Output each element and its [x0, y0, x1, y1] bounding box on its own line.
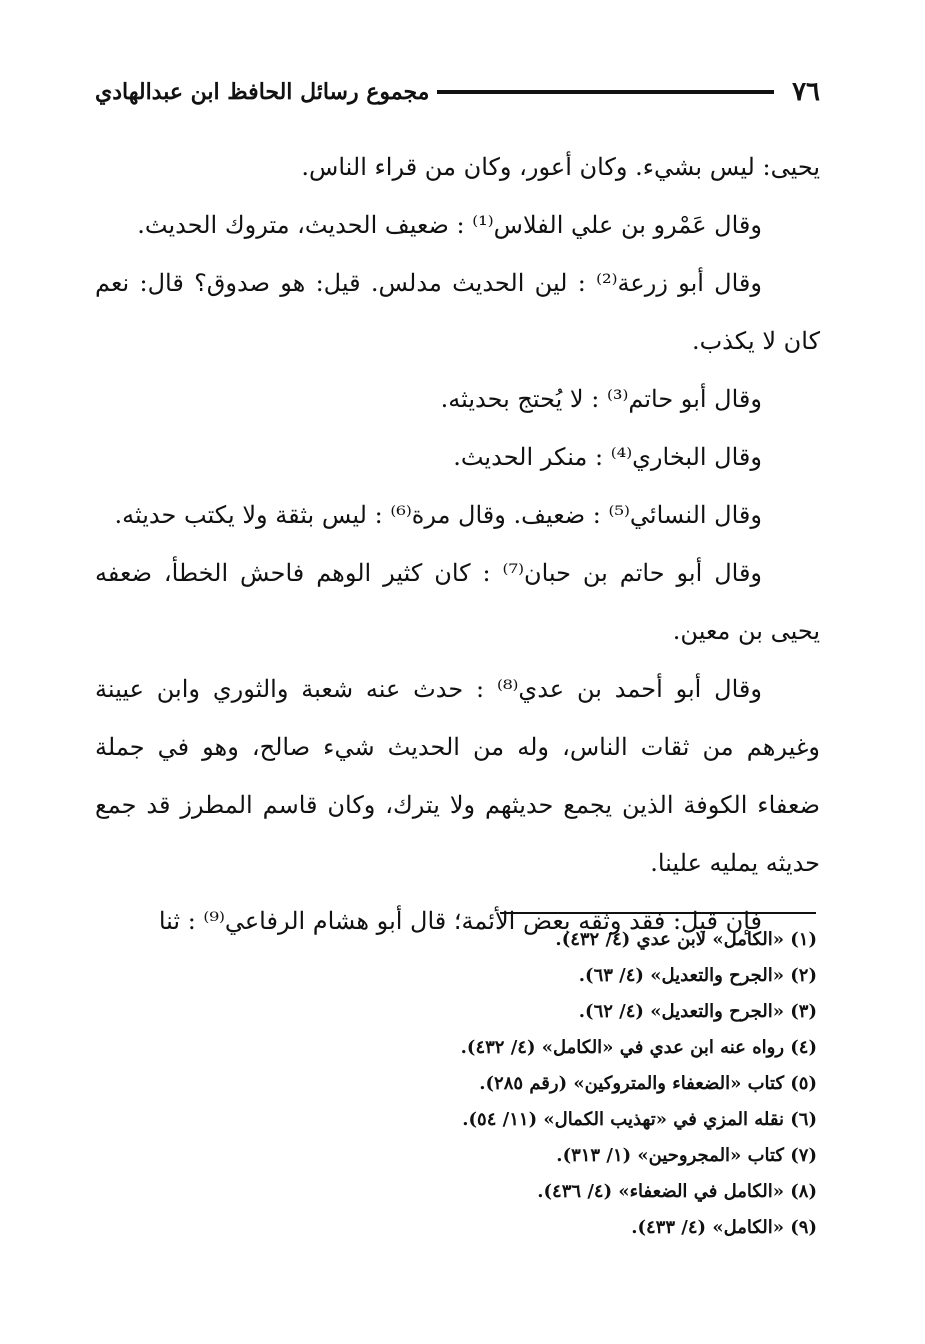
paragraph: فإن قيل: فقد وثقه بعض الأئمة؛ قال أبو هشام الرفاعي⁽⁹⁾ : ثنا	[158, 907, 762, 935]
footnotes	[95, 922, 817, 1246]
footnote: (٧) كتاب «المجروحين» (١/ ٣١٣).	[556, 1145, 817, 1166]
running-title: مجموع رسائل الحافظ ابن عبدالهادي	[95, 79, 430, 105]
page-header	[95, 72, 820, 112]
footnote-separator	[500, 912, 816, 914]
footnote: (٨) «الكامل في الضعفاء» (٤/ ٤٣٦).	[537, 1181, 817, 1202]
paragraph: وقال أبو حاتم⁽³⁾ : لا يُحتج بحديثه.	[440, 385, 762, 413]
paragraph: وقال النسائي⁽⁵⁾ : ضعيف. وقال مرة⁽⁶⁾ : ليس بثقة ولا يكتب حديثه.	[114, 501, 762, 529]
paragraph: وقال عَمْرو بن علي الفلاس⁽¹⁾ : ضعيف الحديث، متروك الحديث.	[137, 211, 762, 239]
page-number: ٧٦	[792, 77, 820, 107]
header-rule	[437, 90, 774, 94]
footnote: (١) «الكامل» لابن عدي (٤/ ٤٣٢).	[555, 929, 817, 950]
body-text	[95, 138, 820, 950]
paragraph: يحيى: ليس بشيء. وكان أعور، وكان من قراء الناس.	[301, 153, 820, 181]
footnote: (٩) «الكامل» (٤/ ٤٣٣).	[631, 1217, 817, 1238]
paragraph: وقال أبو حاتم بن حبان⁽⁷⁾ : كان كثير الوهم فاحش الخطأ، ضعفه يحيى بن معين.	[95, 559, 820, 645]
paragraph: وقال أبو أحمد بن عدي⁽⁸⁾ : حدث عنه شعبة والثوري وابن عيينة وغيرهم من ثقات الناس، وله من الحديث شيء صالح، وهو في جملة ضعفاء الكوفة الذين يجمع حديثهم ولا يترك، وكان قاسم المطرز قد جمع حديثه يمليه علينا.	[95, 675, 820, 877]
paragraph: وقال البخاري⁽⁴⁾ : منكر الحديث.	[453, 443, 762, 471]
paragraph: وقال أبو زرعة⁽²⁾ : لين الحديث مدلس. قيل: هو صدوق؟ قال: نعم كان لا يكذب.	[95, 269, 820, 355]
footnote: (٤) رواه عنه ابن عدي في «الكامل» (٤/ ٤٣٢).	[460, 1037, 817, 1058]
footnote: (٦) نقله المزي في «تهذيب الكمال» (١١/ ٥٤).	[462, 1109, 817, 1130]
footnote: (٣) «الجرح والتعديل» (٤/ ٦٢).	[578, 1001, 817, 1022]
footnote: (٢) «الجرح والتعديل» (٤/ ٦٣).	[578, 965, 817, 986]
footnote: (٥) كتاب «الضعفاء والمتروكين» (رقم ٢٨٥).	[479, 1073, 817, 1094]
